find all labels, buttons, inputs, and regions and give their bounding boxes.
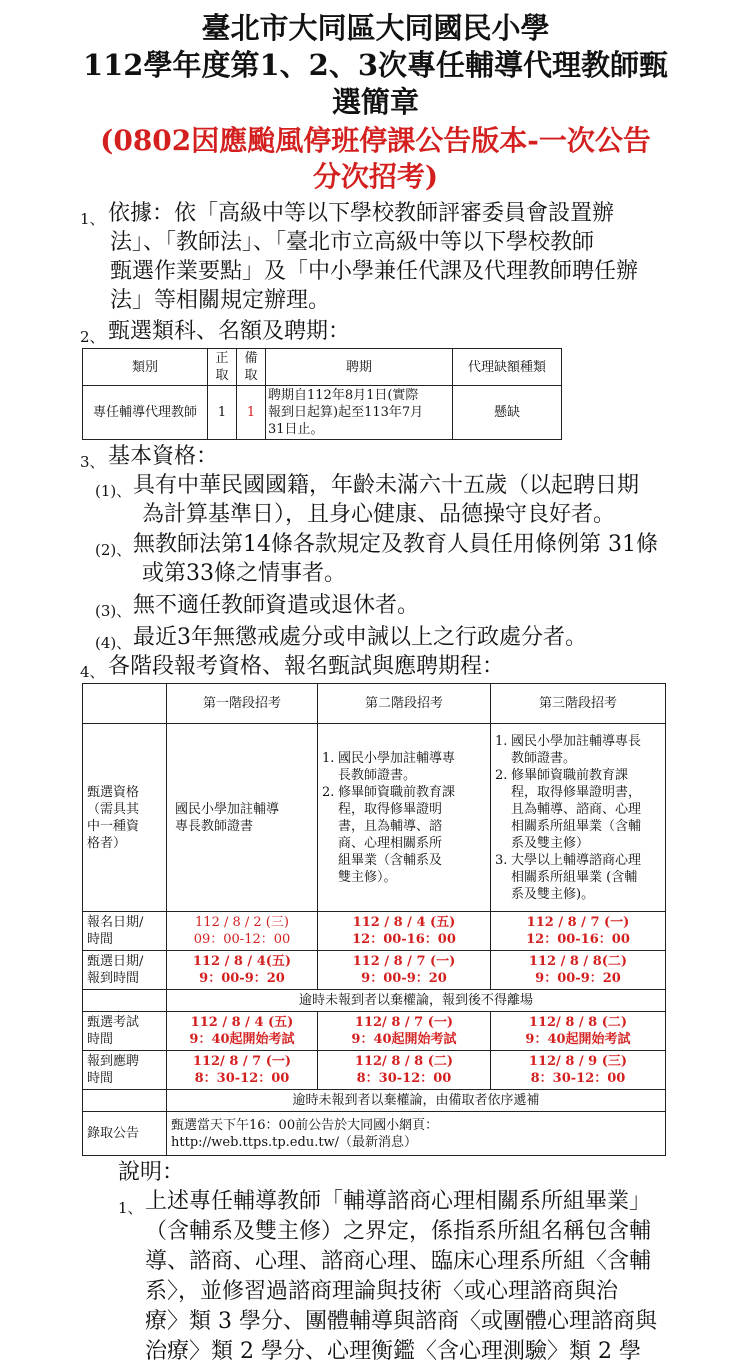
time-line: 9：00-9：20 [361,971,447,986]
qual-line: 程，取得修畢證明書， [511,784,642,800]
date-line: 112 / 8 / 4 (五) [190,1015,294,1030]
section-schedule [0,652,751,681]
qual-line: 系及雙主修)。 [511,886,595,902]
table-header: 第一階段招考 [167,684,318,724]
date-line: 112 / 8 / 8(二) [528,954,628,969]
item-number: 2. [322,784,335,800]
section-basis [0,199,751,315]
note-line: （含輔系及雙主修）之界定，係指系所組名稱包含輔 [145,1219,652,1244]
term-line: 31日止。 [268,422,324,437]
announce-link[interactable]: http://web.ttps.tp.edu.tw/（最新消息） [171,1134,418,1150]
qualification-stage3 [491,724,666,912]
notice-line: 分次招考) [312,160,439,193]
table-row [83,951,666,990]
late-note: 逾時未報到者以棄權論，由備取者依序遞補 [167,1090,666,1112]
exam-stage3 [491,1012,666,1051]
table-header: 聘期 [266,349,453,386]
date-line: 112 / 8 / 7 (一) [352,954,456,969]
time-line: 9：00-9：20 [535,971,621,986]
empty-cell [83,1090,167,1112]
schedule-table [82,683,666,1156]
row-label [83,951,167,990]
registration-stage3 [491,912,666,951]
date-line: 112/ 8 / 7 (一) [192,1054,292,1069]
section-heading: 基本資格： [108,444,219,469]
date-line: 112/ 8 / 8 (二) [354,1054,454,1069]
row-label [83,912,167,951]
time-line: 9：40起開始考試 [189,1032,295,1047]
qual-line: 系及雙主修） [511,835,590,851]
item-line: 具有中華民國國籍，年齡未滿六十五歲（以起聘日期 [133,473,640,498]
section-line: 甄選作業要點」及「中小學兼任代課及代理教師聘任辦 [110,259,639,284]
note-line: 療〉類 3 學分、團體輔導與諮商〈或團體心理諮商與 [145,1309,657,1334]
registration-stage1 [167,912,318,951]
announce-cell [167,1112,666,1156]
label-line: 甄選考試 [87,1015,140,1030]
list-item [0,530,751,588]
date-line: 112/ 8 / 8 (二) [528,1015,628,1030]
qual-line: 教師證書。 [511,750,577,766]
regular-count: 1 [208,386,237,440]
table-header: 第二階段招考 [318,684,491,724]
term-cell [266,386,453,440]
qualification-stage1 [167,724,318,912]
section-number: 2、 [80,328,105,346]
date-line: 112 / 8 / 2 (三) [195,915,289,930]
title-line: 選簡章 [331,85,419,119]
date-line: 112/ 8 / 7 (一) [354,1015,454,1030]
qual-line: 長教師證書。 [338,767,417,783]
section-qualifications [0,442,751,471]
qual-line: 相關系所組畢業（含輔 [511,818,642,834]
qual-line: 雙主修）。 [338,869,397,885]
time-line: 8：30-12：00 [530,1071,626,1086]
list-item [0,623,751,652]
table-row [83,1051,666,1090]
item-number: 2. [495,767,508,783]
label-line: 時間 [87,1032,114,1047]
table-row [83,990,666,1012]
vacancy-cell: 懸缺 [453,386,562,440]
table-row [83,1112,666,1156]
row-label [83,1051,167,1090]
table-row [83,724,666,912]
label-line: 時間 [87,932,114,947]
note-line: 系〉，並修習過諮商理論與技術〈或心理諮商與治 [145,1279,619,1304]
section-number: 3、 [80,453,105,471]
list-item [0,591,751,620]
note-line: 治療〉類 2 學分、心理衡鑑〈含心理測驗〉類 2 學 [145,1339,641,1364]
time-line: 8：30-12：00 [356,1071,452,1086]
item-line: 無不適任教師資遣或退休者。 [133,593,420,618]
time-line: 12：00-16：00 [352,932,456,947]
table-header: 代理缺額種類 [453,349,562,386]
qual-line: 程，取得修畢證明 [338,801,443,817]
time-line: 12：00-16：00 [526,932,630,947]
item-line: 最近3年無懲戒處分或申誡以上之行政處分者。 [133,625,587,650]
section-categories [0,317,751,346]
item-number: 1. [495,733,508,749]
item-line: 或第33條之情事者。 [142,561,346,586]
item-number: (2)、 [95,541,132,559]
label-line: 甄選日期/ [87,954,144,969]
table-row [83,1090,666,1112]
time-line: 9：40起開始考試 [351,1032,457,1047]
announce-line: 甄選當天下午16：00前公告於大同國小網頁： [171,1117,439,1133]
qual-line: 國民小學加註輔導專 [338,750,456,766]
table-header: 第三階段招考 [491,684,666,724]
registration-stage2 [318,912,491,951]
qual-line: 相關系所組畢業 (含輔 [511,869,638,885]
section-line: 法」、「教師法」、「臺北市立高級中等以下學校教師 [110,230,595,255]
item-number: 1. [322,750,335,766]
table-header [83,684,167,724]
item-number: (1)、 [95,482,132,500]
document-title [0,10,751,121]
list-item [322,784,486,886]
label-line: 格者） [87,835,127,851]
table-header-row [83,349,562,386]
section-heading: 甄選類科、名額及聘期： [108,319,351,344]
qual-line: 組畢業（含輔系及 [338,852,443,868]
time-line: 8：30-12：00 [194,1071,290,1086]
table-row [83,1012,666,1051]
item-number: 1、 [118,1199,143,1217]
date-line: 112 / 8 / 4(五) [192,954,292,969]
checkin-stage2 [318,951,491,990]
hire-stage3 [491,1051,666,1090]
qualification-list [0,471,751,652]
section-heading: 各階段報考資格、報名甄試與應聘期程： [108,654,505,679]
qual-line: 書，且為輔導、諮 [338,818,443,834]
notes-heading: 說明： [118,1160,185,1185]
qual-line: 商、心理相關系所 [338,835,443,851]
list-item [495,733,661,767]
hire-stage2 [318,1051,491,1090]
notice-line: (0802因應颱風停班停課公告版本-一次公告 [100,124,651,157]
section-line: 依據：依「高級中等以下學校教師評審委員會設置辦 [108,201,615,226]
backup-count: 1 [237,386,266,440]
title-line: 臺北市大同區大同國民小學 [201,11,550,45]
checkin-stage3 [491,951,666,990]
time-line: 09：00-12：00 [193,932,291,947]
time-line: 9：00-9：20 [199,971,285,986]
qual-line: 國民小學加註輔導專長 [511,733,642,749]
categories-table [82,348,562,440]
checkin-stage1 [167,951,318,990]
qual-line: 且為輔導、諮商、心理 [511,801,642,817]
note-line: 導、諮商、心理、諮商心理、臨床心理系所組〈含輔 [145,1249,652,1274]
exam-stage1 [167,1012,318,1051]
time-line: 9：40起開始考試 [525,1032,631,1047]
table-row [83,386,562,440]
list-item [495,767,661,852]
empty-cell [83,990,167,1012]
notes [0,1158,751,1367]
qual-line: 國民小學加註輔導 [175,801,280,817]
list-item [322,750,486,784]
hire-stage1 [167,1051,318,1090]
qual-line: 修畢師資職前教育課 [338,784,456,800]
list-item [495,852,661,903]
item-line: 為計算基準日），且身心健康、品德操守良好者。 [142,502,616,527]
term-line: 報到日起算)起至113年7月 [268,405,424,420]
qualification-stage2 [318,724,491,912]
row-label [83,724,167,912]
table-row [83,912,666,951]
item-number: (3)、 [95,602,132,620]
section-number: 1、 [80,210,105,228]
qual-line: 大學以上輔導諮商心理 [511,852,642,868]
category-cell: 專任輔導代理教師 [83,386,208,440]
label-line: 報到應聘 [87,1054,140,1069]
label-line: 時間 [87,1071,114,1086]
label-line: （需具其 [87,801,140,817]
date-line: 112 / 8 / 4 (五) [352,915,456,930]
date-line: 112/ 8 / 9 (三) [528,1054,628,1069]
list-item [0,471,751,529]
label-line: 甄選資格 [87,784,140,800]
section-number: 4、 [80,663,105,681]
row-label: 錄取公告 [83,1112,167,1156]
table-header: 正取 [208,349,237,386]
item-line: 無教師法第14條各款規定及教育人員任用條例第 31條 [133,532,658,557]
row-label [83,1012,167,1051]
notice-title [0,123,751,195]
term-line: 聘期自112年8月1日(實際 [268,388,419,403]
section-line: 法」等相關規定辦理。 [110,288,331,313]
label-line: 報名日期/ [87,915,144,930]
exam-stage2 [318,1012,491,1051]
qual-line: 修畢師資職前教育課 [511,767,629,783]
list-item [0,1187,751,1367]
title-line: 112學年度第1、2、3次專任輔導代理教師甄 [82,48,669,82]
late-note: 逾時未報到者以棄權論，報到後不得離場 [167,990,666,1012]
note-line: 上述專任輔導教師「輔導諮商心理相關系所組畢業」 [145,1189,652,1214]
item-number: (4)、 [95,634,132,652]
qual-line: 專長教師證書 [175,818,254,834]
table-header: 類別 [83,349,208,386]
label-line: 中一種資 [87,818,140,834]
date-line: 112 / 8 / 7 (一) [526,915,630,930]
item-number: 3. [495,852,508,868]
table-header-row [83,684,666,724]
table-header: 備取 [237,349,266,386]
label-line: 報到時間 [87,971,140,986]
